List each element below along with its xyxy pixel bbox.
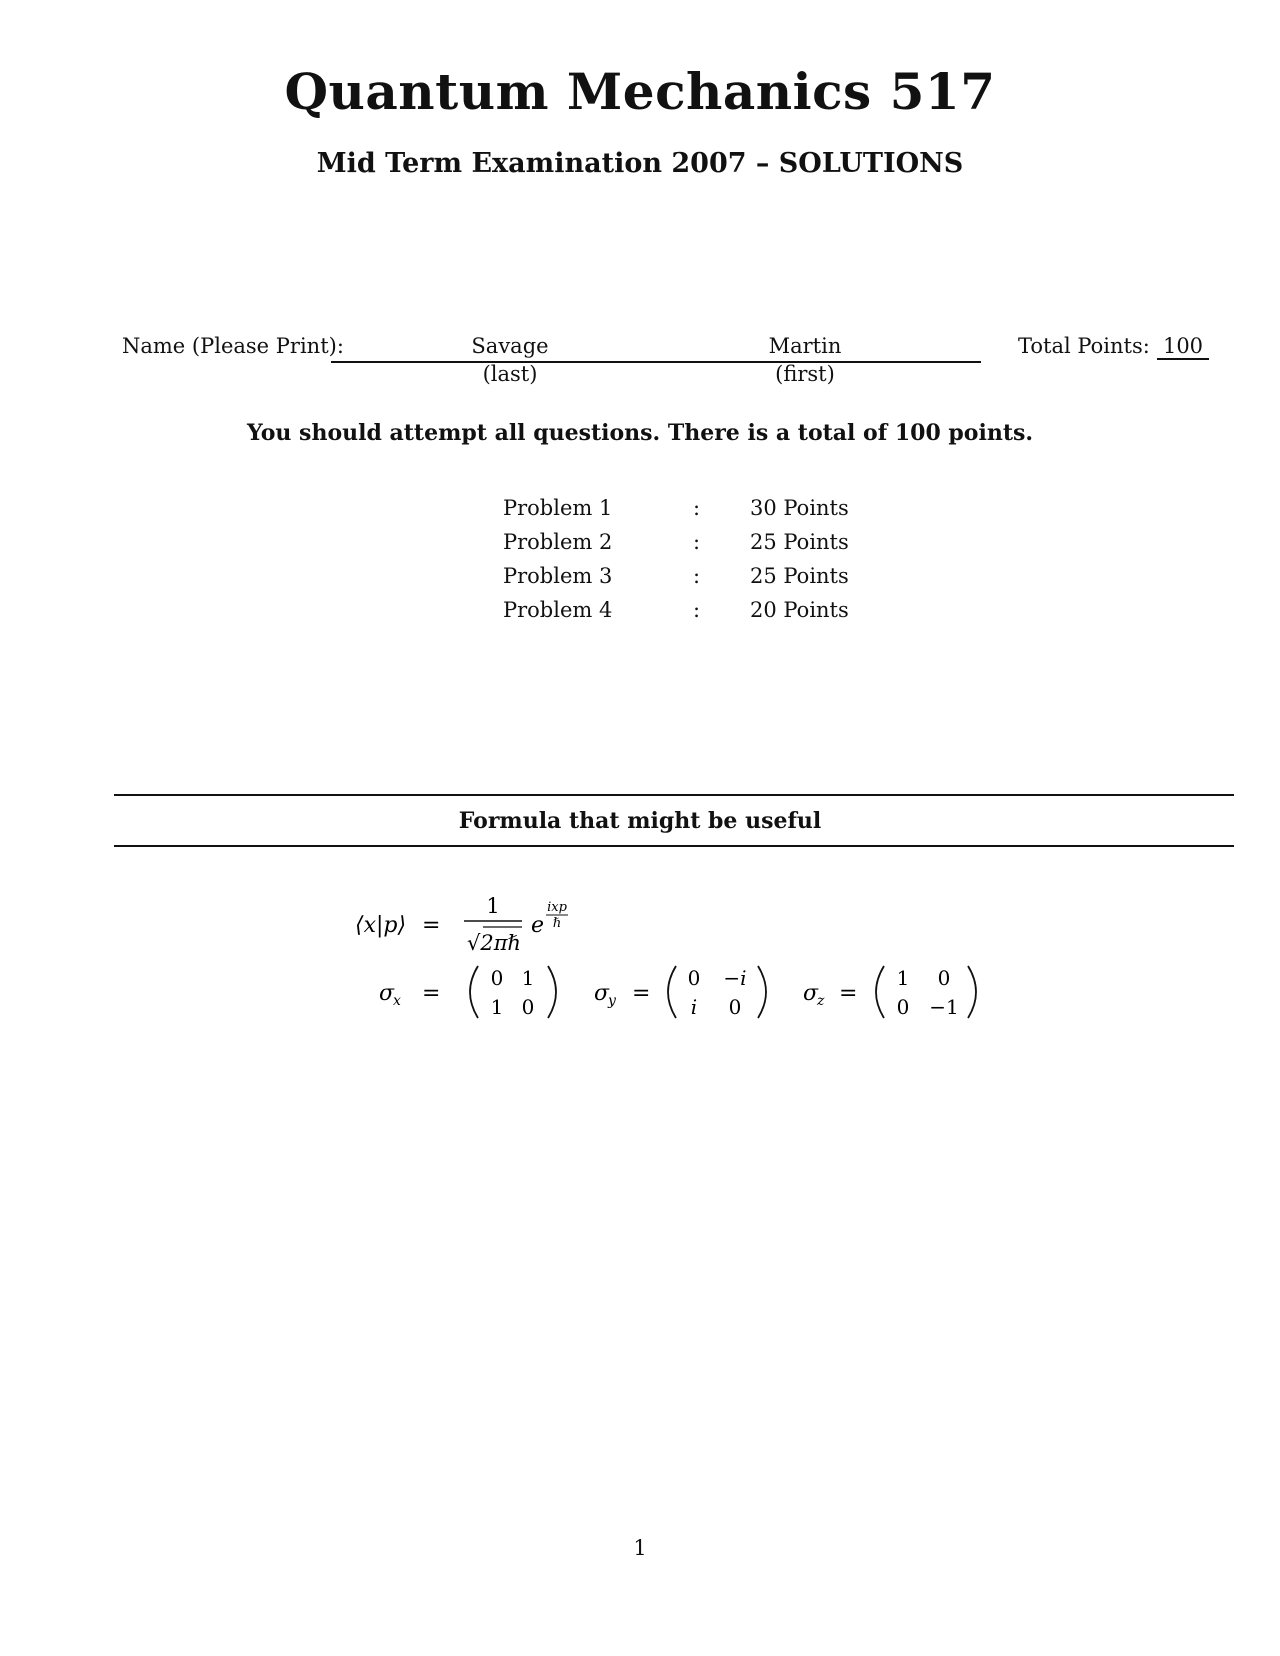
first-name-caption: (first) bbox=[775, 362, 835, 386]
pauli-x-m01: 1 bbox=[521, 966, 535, 990]
pauli-z-right-paren bbox=[968, 966, 976, 1018]
pauli-z-equals: = bbox=[839, 981, 858, 1006]
name-label: Name (Please Print): bbox=[122, 334, 344, 358]
pauli-x-subscript: x bbox=[393, 993, 401, 1009]
pauli-x-equals: = bbox=[422, 981, 441, 1006]
formula-heading: Formula that might be useful bbox=[458, 808, 822, 834]
pauli-z-m00: 1 bbox=[896, 966, 910, 990]
formula-block bbox=[0, 870, 1280, 1040]
problem-name: Problem 2 bbox=[503, 530, 613, 554]
instructions: You should attempt all questions. There is a total of 100 points. bbox=[246, 420, 1034, 446]
pauli-x-m00: 0 bbox=[490, 966, 504, 990]
first-name-value: Martin bbox=[768, 334, 842, 358]
document-title: Quantum Mechanics 517 bbox=[284, 62, 996, 121]
pauli-y-symbol: σ bbox=[594, 981, 610, 1006]
pauli-y-m01: −i bbox=[723, 966, 747, 990]
problem-name: Problem 1 bbox=[503, 496, 613, 520]
problem-points: 25 Points bbox=[750, 530, 849, 554]
total-points-label: Total Points: bbox=[1018, 334, 1150, 358]
pauli-z-subscript: z bbox=[817, 993, 825, 1009]
pauli-y-m00: 0 bbox=[687, 966, 701, 990]
pauli-y bbox=[594, 966, 766, 1019]
problem-separator: : bbox=[693, 530, 701, 554]
braket-denominator: √2πℏ bbox=[466, 931, 522, 955]
problem-separator: : bbox=[693, 564, 701, 588]
pauli-x-m11: 0 bbox=[521, 995, 535, 1019]
formula-bottom-rule bbox=[114, 845, 1234, 847]
pauli-z-m01: 0 bbox=[937, 966, 951, 990]
total-points-value: 100 bbox=[1157, 334, 1209, 360]
last-name-value: Savage bbox=[471, 334, 549, 358]
braket-exp-base: e bbox=[531, 913, 545, 938]
problem-name: Problem 4 bbox=[503, 598, 613, 622]
pauli-y-subscript: y bbox=[608, 993, 616, 1009]
problem-row bbox=[0, 564, 1280, 594]
braket-equals: = bbox=[422, 913, 441, 938]
pauli-z-symbol: σ bbox=[803, 981, 819, 1006]
braket-lhs: ⟨x|p⟩ bbox=[355, 913, 407, 938]
document-subtitle: Mid Term Examination 2007 – SOLUTIONS bbox=[316, 148, 964, 179]
pauli-y-right-paren bbox=[758, 966, 766, 1018]
problem-row bbox=[0, 598, 1280, 628]
problem-points: 20 Points bbox=[750, 598, 849, 622]
pauli-y-left-paren bbox=[668, 966, 676, 1018]
pauli-z-m10: 0 bbox=[896, 995, 910, 1019]
pauli-z-m11: −1 bbox=[929, 995, 959, 1019]
pauli-x-m10: 1 bbox=[490, 995, 504, 1019]
pauli-y-equals: = bbox=[632, 981, 651, 1006]
problem-name: Problem 3 bbox=[503, 564, 613, 588]
problem-separator: : bbox=[693, 496, 701, 520]
problem-separator: : bbox=[693, 598, 701, 622]
page-number: 1 bbox=[633, 1536, 647, 1560]
pauli-z bbox=[803, 966, 976, 1019]
problem-points: 30 Points bbox=[750, 496, 849, 520]
problem-points: 25 Points bbox=[750, 564, 849, 588]
pauli-x-right-paren bbox=[548, 966, 556, 1018]
pauli-z-left-paren bbox=[876, 966, 884, 1018]
formula-top-rule bbox=[114, 794, 1234, 796]
braket-numerator: 1 bbox=[486, 894, 500, 918]
pauli-x-left-paren bbox=[470, 966, 478, 1018]
braket-exp-numerator: ixp bbox=[547, 900, 567, 915]
problem-row bbox=[0, 530, 1280, 560]
problem-row bbox=[0, 496, 1280, 526]
braket-exp-denominator: ℏ bbox=[552, 916, 562, 931]
pauli-y-m10: i bbox=[690, 995, 698, 1019]
pauli-x-symbol: σ bbox=[379, 981, 395, 1006]
pauli-x bbox=[379, 966, 556, 1019]
pauli-y-m11: 0 bbox=[728, 995, 742, 1019]
last-name-caption: (last) bbox=[482, 362, 538, 386]
